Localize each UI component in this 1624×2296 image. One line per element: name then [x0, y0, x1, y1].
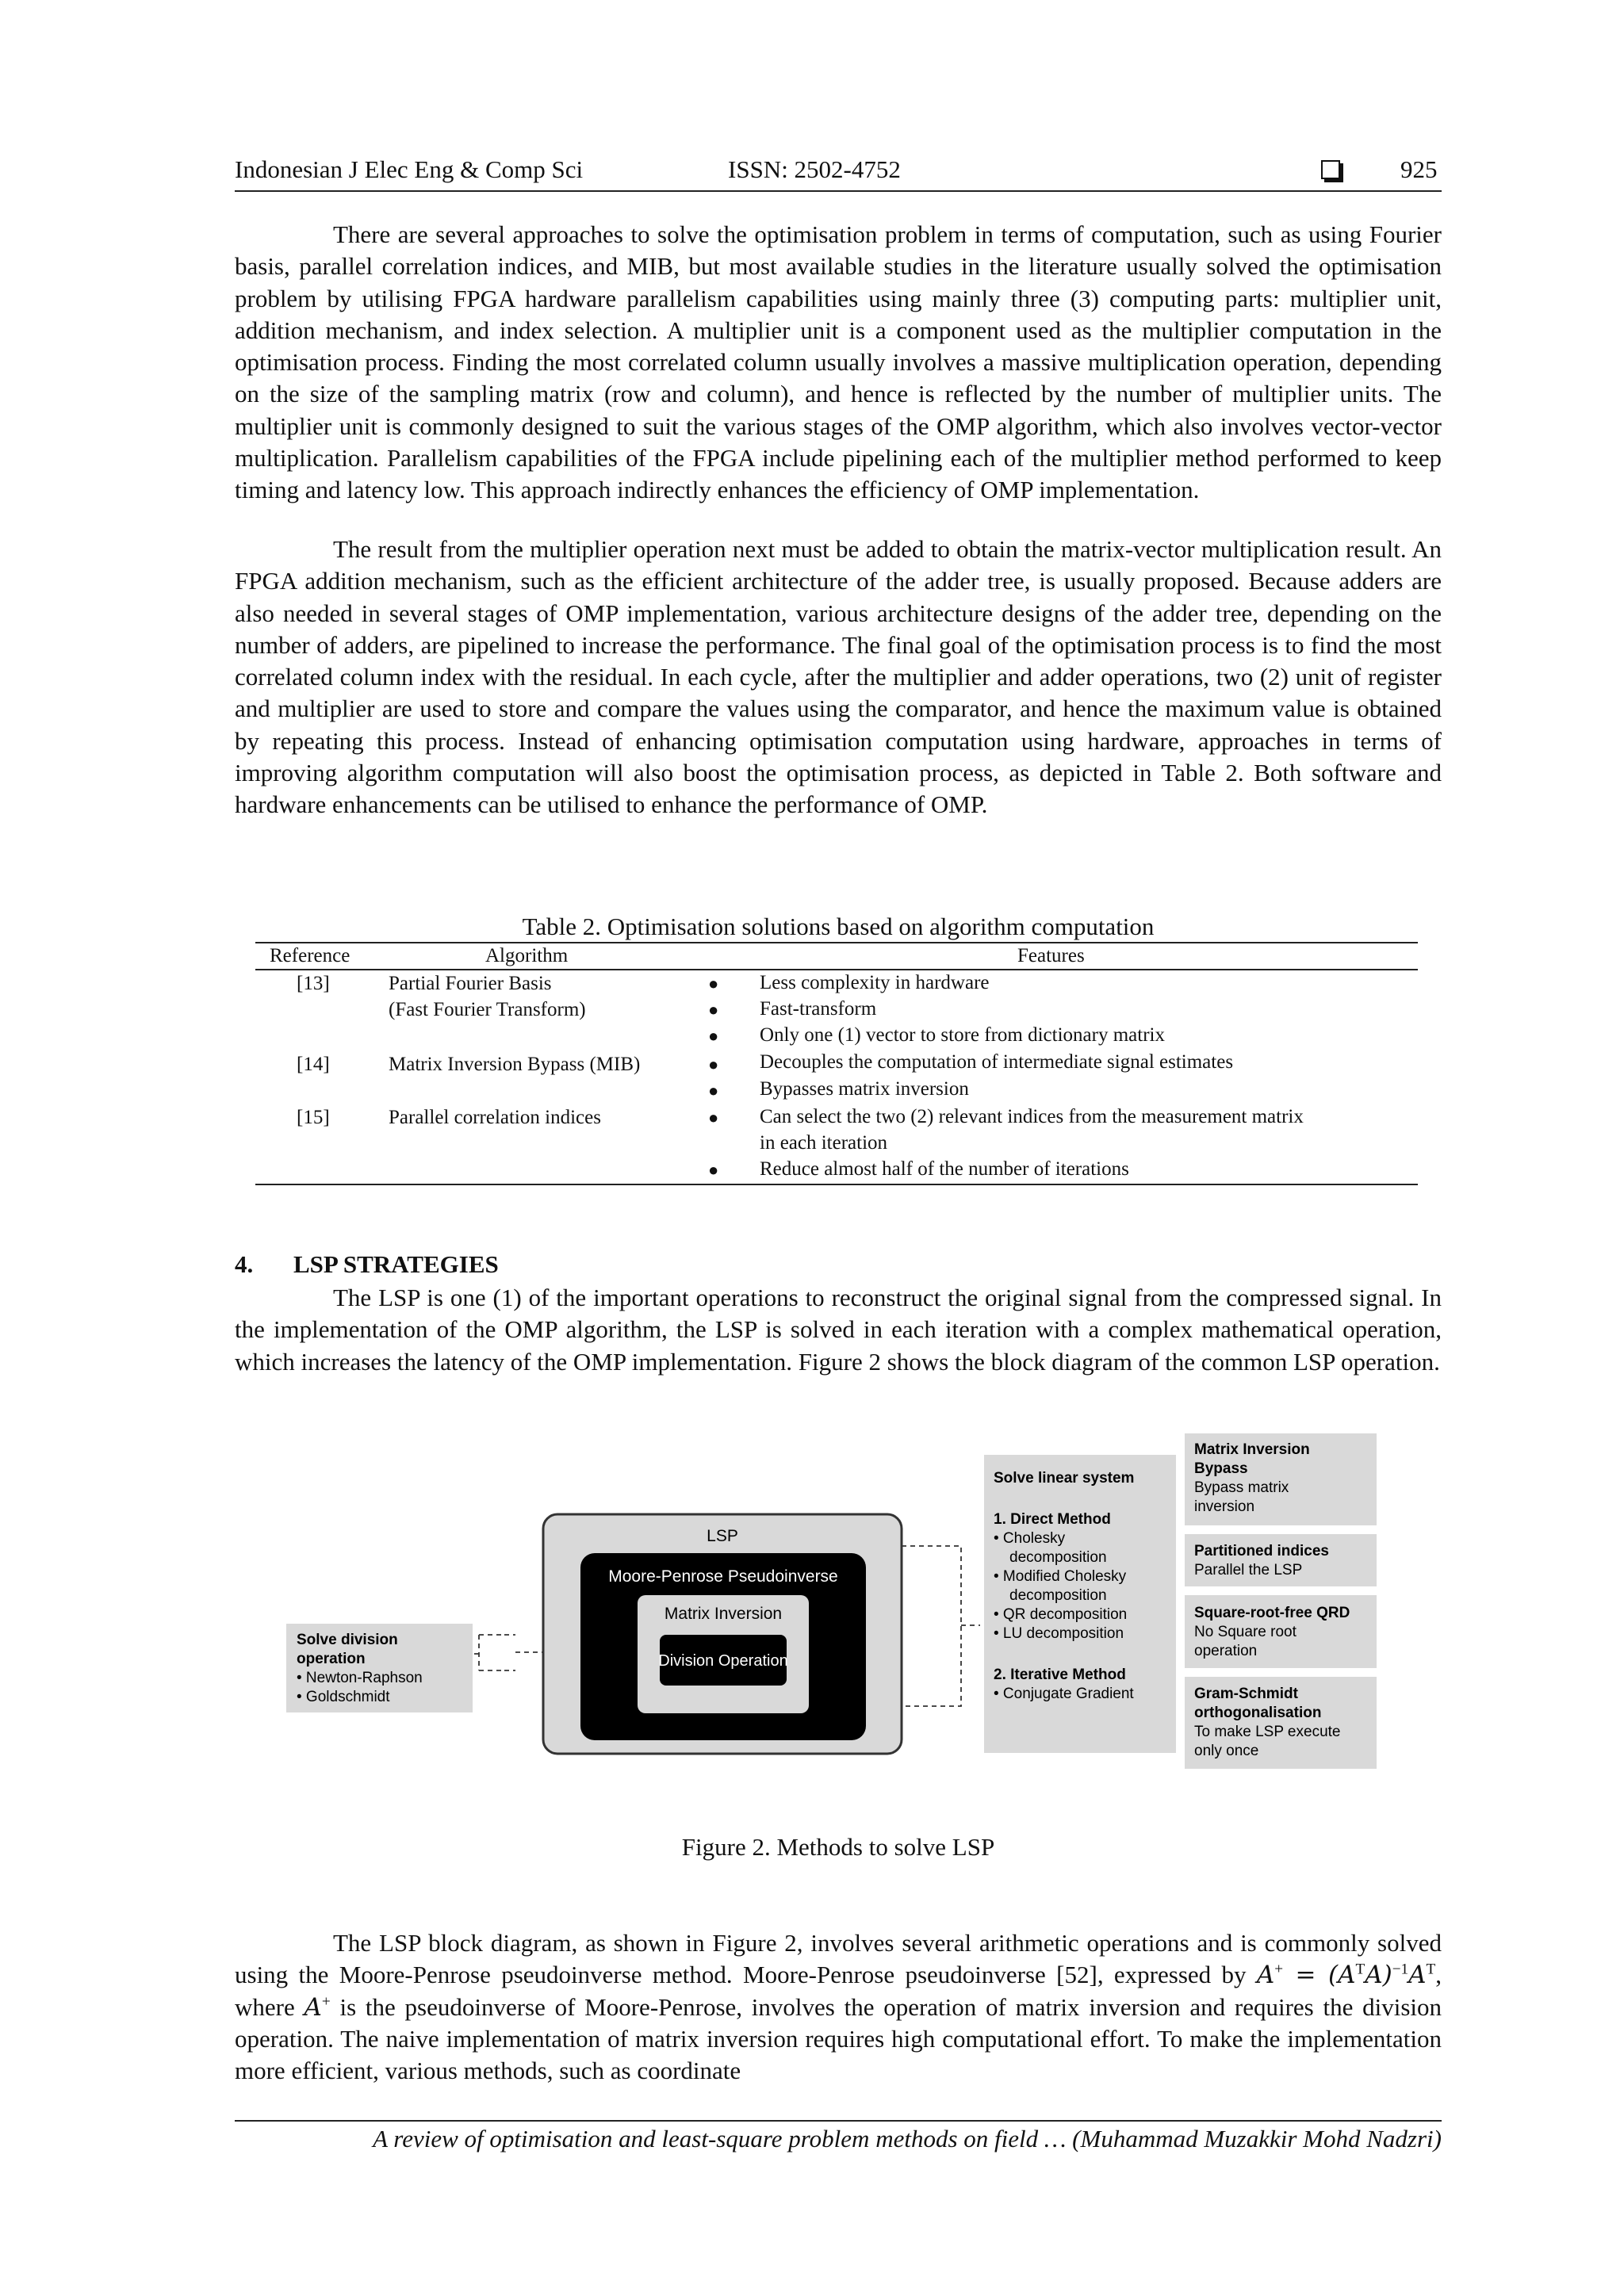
mib-title: Matrix Inversion: [1194, 1441, 1310, 1458]
direct-method-item: • QR decomposition: [994, 1606, 1128, 1623]
mib-desc: Bypass matrix: [1194, 1479, 1289, 1496]
square-bullet-icon: [1321, 160, 1340, 179]
table-cell-feature: Can select the two (2) relevant indices from the measurement matrix: [760, 1106, 1304, 1127]
gram-schmidt-title: orthogonalisation: [1194, 1705, 1322, 1721]
linear-system-title: Solve linear system: [994, 1470, 1135, 1487]
table-top-rule: [255, 942, 1418, 943]
table-header-reference: Reference: [270, 945, 350, 966]
table-cell-reference: [15]: [297, 1107, 330, 1128]
partitioned-indices-box: [1185, 1534, 1377, 1586]
section-number: 4.: [235, 1250, 254, 1278]
square-root-free-qrd-desc: operation: [1194, 1643, 1258, 1659]
division-connector: [473, 1635, 504, 1670]
paragraph-optimisation-approaches: There are several approaches to solve the optimisation problem in terms of computation, such as using Fourier basis, parallel correlation indices, and MIB, but most available studies in the literature usually solved the optimisation problem by utilising FPGA hardware parallelism capabilities using mainly three (3) computing parts: multiplier unit, addition mechanism, and index selection. A multiplier unit is a component used as the multiplier computation in the optimisation process. Finding the most correlated column usually involves a massive multiplication operation, depending on the size of the sampling matrix (row and column), and hence is reflected by the number of multiplier units. The multiplier unit is commonly designed to suit the various stages of the OMP algorithm, which also involves vector-vector multiplication. Parallelism capabilities of the FPGA include pipelining each of the multiplier method performed to keep timing and latency low. This approach indirectly enhances the efficiency of OMP implementation.: [235, 220, 1442, 504]
division-title-line2: operation: [297, 1651, 366, 1667]
table-cell-reference: [13]: [297, 973, 330, 994]
table-cell-feature: Bypasses matrix inversion: [760, 1078, 969, 1100]
mib-title: Bypass: [1194, 1460, 1248, 1477]
bullet-icon: ●: [708, 1054, 719, 1074]
gram-schmidt-desc: only once: [1194, 1743, 1259, 1759]
bullet-icon: ●: [708, 1160, 719, 1180]
bullet-icon: ●: [708, 1081, 719, 1100]
moore-penrose-label: Moore-Penrose Pseudoinverse: [608, 1567, 838, 1586]
division-title-line1: Solve division: [297, 1632, 398, 1648]
partitioned-indices-title: Partitioned indices: [1194, 1543, 1329, 1559]
table-cell-feature: in each iteration: [760, 1132, 888, 1154]
paragraph-adder-mechanism: The result from the multiplier operation next must be added to obtain the matrix-vector multiplication result. An FPGA addition mechanism, such as the efficient architecture of the adder tree, is usually proposed. Because adders are also needed in several stages of OMP implementation, various architecture designs of the adder tree, depending on the number of adders, are pipelined to increase the performance. The final goal of the optimisation process is to find the most correlated column index with the residual. In each cycle, after the multiplier and adder operations, two (2) unit of register and multiplier are used to store and compare the values using the comparator, and hence the maximum value is obtained by repeating this process. Instead of enhancing optimisation computation using hardware, approaches in terms of improving algorithm computation will also boost the optimisation process, as depicted in Table 2. Both software and hardware enhancements can be utilised to enhance the performance of OMP.: [235, 535, 1442, 819]
table-cell-algorithm: Parallel correlation indices: [389, 1107, 601, 1128]
direct-method-item: decomposition: [1009, 1549, 1107, 1566]
direct-method-item: • LU decomposition: [994, 1625, 1124, 1642]
table-cell-reference: [14]: [297, 1054, 330, 1075]
lsp-to-linear-system-connector: [902, 1546, 961, 1706]
bullet-icon: ●: [708, 974, 719, 993]
paragraph-moore-penrose: The LSP block diagram, as shown in Figure 2, involves several arithmetic operations and is commonly solved using the Moore-Penrose pseudoinverse method. Moore-Penrose pseudoinverse [52], expressed by $A^+ = (A^TA)^{-1}A^T$, where A+ is the pseudoinverse of Moore-Penrose, involves the operation of matrix inversion and requires the division operation. The naive implementation of matrix inversion requires high computational effort. To make the implementation more efficient, various methods, such as coordinate: [235, 1929, 1442, 2085]
iterative-method-item: • Conjugate Gradient: [994, 1686, 1134, 1702]
page-number: 925: [1400, 155, 1438, 183]
running-header-issn: ISSN: 2502-4752: [728, 155, 901, 183]
division-item: • Goldschmidt: [297, 1689, 390, 1705]
matrix-inversion-label: Matrix Inversion: [664, 1605, 783, 1623]
section-heading: [235, 1250, 499, 1279]
table-cell-feature: Fast-transform: [760, 998, 877, 1020]
direct-method-item: • Cholesky: [994, 1530, 1066, 1547]
table-cell-feature: Less complexity in hardware: [760, 972, 990, 993]
gram-schmidt-title: Gram-Schmidt: [1194, 1686, 1298, 1702]
figure-lsp-methods: [285, 1427, 1396, 1823]
bullet-icon: ●: [708, 1026, 719, 1046]
table-header-algorithm: Algorithm: [485, 945, 569, 966]
table-cell-algorithm: Partial Fourier Basis: [389, 973, 552, 994]
figure-caption: Figure 2. Methods to solve LSP: [681, 1833, 995, 1861]
mib-desc: inversion: [1194, 1498, 1255, 1515]
section-title: LSP STRATEGIES: [293, 1250, 499, 1278]
square-root-free-qrd-desc: No Square root: [1194, 1624, 1297, 1640]
running-header-journal: Indonesian J Elec Eng & Comp Sci: [235, 155, 584, 183]
table-cell-feature: Reduce almost half of the number of iterations: [760, 1158, 1129, 1180]
table-bottom-rule: [255, 1184, 1418, 1185]
gram-schmidt-desc: To make LSP execute: [1194, 1724, 1341, 1740]
iterative-method-title: 2. Iterative Method: [994, 1667, 1126, 1683]
division-item: • Newton-Raphson: [297, 1670, 423, 1686]
table-cell-algorithm: (Fast Fourier Transform): [389, 999, 586, 1020]
direct-method-item: decomposition: [1009, 1587, 1107, 1604]
table-cell-feature: Only one (1) vector to store from dictionary matrix: [760, 1024, 1165, 1046]
table-cell-algorithm: Matrix Inversion Bypass (MIB): [389, 1054, 641, 1075]
partitioned-indices-desc: Parallel the LSP: [1194, 1562, 1303, 1578]
bullet-icon: ●: [708, 1000, 719, 1020]
running-footer: A review of optimisation and least-square problem methods on field … (Muhammad Muzakkir Mohd Nadzri): [373, 2125, 1442, 2152]
bullet-icon: ●: [708, 1108, 719, 1127]
direct-method-item: • Modified Cholesky: [994, 1568, 1127, 1585]
lsp-label: LSP: [707, 1527, 738, 1545]
paragraph-lsp-intro: The LSP is one (1) of the important operations to reconstruct the original signal from the compressed signal. In the implementation of the OMP algorithm, the LSP is solved in each iteration with a complex mathematical operation, which increases the latency of the OMP implementation. Figure 2 shows the block diagram of the common LSP operation.: [235, 1284, 1442, 1376]
footer-rule: [235, 2120, 1442, 2122]
table-caption: Table 2. Optimisation solutions based on algorithm computation: [522, 913, 1155, 940]
division-operation-label: Division Operation: [658, 1652, 788, 1670]
table-cell-feature: Decouples the computation of intermediate signal estimates: [760, 1051, 1234, 1073]
square-root-free-qrd-title: Square-root-free QRD: [1194, 1605, 1350, 1621]
linear-system-box: [984, 1455, 1176, 1753]
header-rule: [235, 190, 1442, 192]
direct-method-title: 1. Direct Method: [994, 1511, 1111, 1528]
table-header-features: Features: [1017, 945, 1085, 966]
